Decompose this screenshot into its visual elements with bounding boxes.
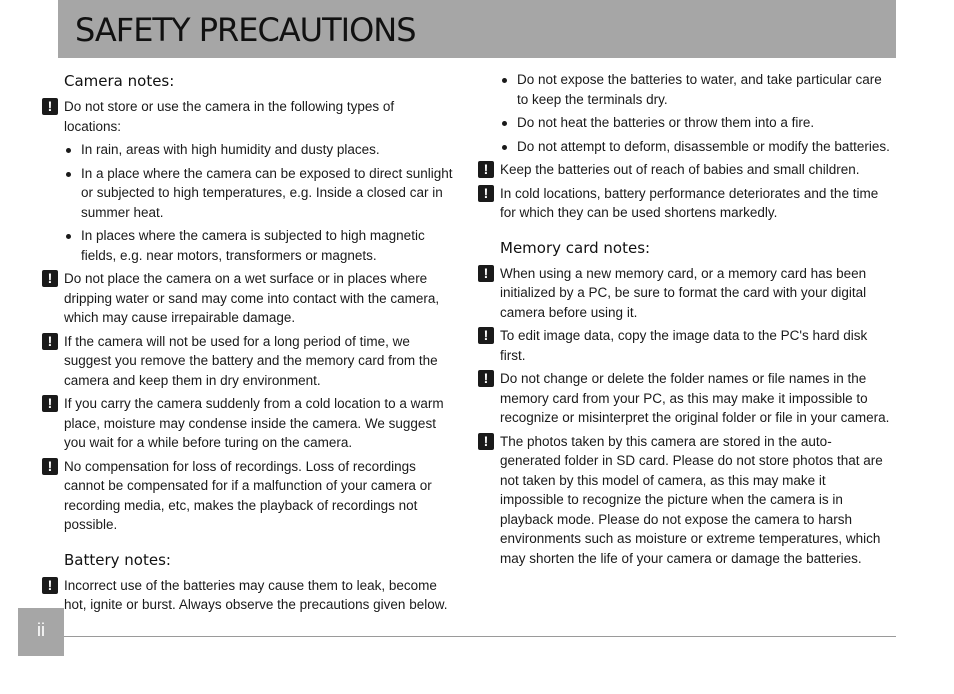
note-text: Do not change or delete the folder names or file names in the memory card from your PC, as this may make it impossible to recognize or misinterpret the original folder or file in your camera.	[500, 371, 890, 425]
warning-note	[42, 97, 454, 136]
note-text: In cold locations, battery performance deteriorates and the time for which they can be used shortens markedly.	[500, 185, 879, 220]
warning-note	[42, 576, 454, 615]
list-item: In places where the camera is subjected to high magnetic fields, e.g. near motors, transformers or magnets.	[64, 226, 454, 265]
list-item: Do not heat the batteries or throw them into a fire.	[500, 113, 890, 133]
note-text: The photos taken by this camera are stored in the auto-generated folder in SD card. Please do not store photos that are not taken by this model of camera, as this may make it impossible to recognize the picture when the camera is in playback mode. Please do not expose the camera to harsh environments such as moisture or extreme temperatures, which may shorten the life of your camera or damage the batteries.	[500, 433, 883, 566]
warning-note	[478, 184, 890, 223]
exclamation-warning-icon: !	[42, 333, 58, 350]
left-column	[42, 70, 454, 619]
note-text: Do not store or use the camera in the following types of locations:	[64, 99, 395, 134]
exclamation-warning-icon: !	[42, 270, 58, 287]
note-text: No compensation for loss of recordings. Loss of recordings cannot be compensated for if a malfunction of your camera or recording media, etc, makes the playback of recordings not possible.	[64, 458, 432, 532]
warning-note	[42, 394, 454, 453]
exclamation-warning-icon: !	[42, 458, 58, 475]
warning-note	[42, 332, 454, 391]
page-header	[58, 0, 896, 58]
warning-note	[42, 269, 454, 328]
footer-divider	[64, 636, 896, 637]
battery-notes-title: Battery notes:	[64, 550, 171, 569]
note-text: If the camera will not be used for a long period of time, we suggest you remove the battery and the memory card from the camera and keep them in dry environment.	[64, 333, 438, 388]
exclamation-warning-icon: !	[42, 577, 58, 594]
note-text: If you carry the camera suddenly from a cold location to a warm place, moisture may condense inside the camera. We suggest you wait for a while before turing on the camera.	[64, 396, 444, 450]
battery-precaution-list	[500, 70, 890, 156]
note-text: Incorrect use of the batteries may cause them to leak, become hot, ignite or burst. Always observe the precautions given below.	[64, 577, 448, 612]
list-item: Do not expose the batteries to water, and take particular care to keep the terminals dry.	[500, 70, 890, 109]
exclamation-warning-icon: !	[478, 185, 494, 202]
warning-note	[478, 369, 890, 428]
camera-notes-title: Camera notes:	[64, 72, 175, 90]
note-text: To edit image data, copy the image data to the PC's hard disk first.	[500, 328, 868, 363]
note-text: Keep the batteries out of reach of babies and small children.	[500, 162, 860, 177]
exclamation-warning-icon: !	[42, 98, 58, 115]
exclamation-warning-icon: !	[478, 370, 494, 387]
exclamation-warning-icon: !	[478, 265, 494, 282]
list-item: Do not attempt to deform, disassemble or modify the batteries.	[500, 137, 890, 157]
page-number-badge	[18, 608, 64, 656]
page-number: ii	[37, 620, 45, 640]
exclamation-warning-icon: !	[42, 395, 58, 412]
right-column	[478, 70, 890, 572]
camera-location-list	[64, 140, 454, 265]
exclamation-warning-icon: !	[478, 161, 494, 178]
exclamation-warning-icon: !	[478, 433, 494, 450]
warning-note	[478, 160, 890, 180]
warning-note	[478, 326, 890, 365]
note-text: When using a new memory card, or a memory card has been initialized by a PC, be sure to format the card with your digital camera before using it.	[500, 265, 867, 320]
list-item: In a place where the camera can be exposed to direct sunlight or subjected to high temperatures, e.g. Inside a closed car in summer heat.	[64, 164, 454, 223]
memory-card-notes-title: Memory card notes:	[500, 238, 651, 257]
list-item: In rain, areas with high humidity and dusty places.	[64, 140, 454, 160]
page-title: SAFETY PRECAUTIONS	[75, 11, 416, 49]
exclamation-warning-icon: !	[478, 327, 494, 344]
warning-note	[478, 264, 890, 323]
note-text: Do not place the camera on a wet surface or in places where dripping water or sand may come into contact with the camera, which may cause irrepairable damage.	[64, 271, 440, 325]
warning-note	[478, 432, 890, 569]
warning-note	[42, 457, 454, 535]
